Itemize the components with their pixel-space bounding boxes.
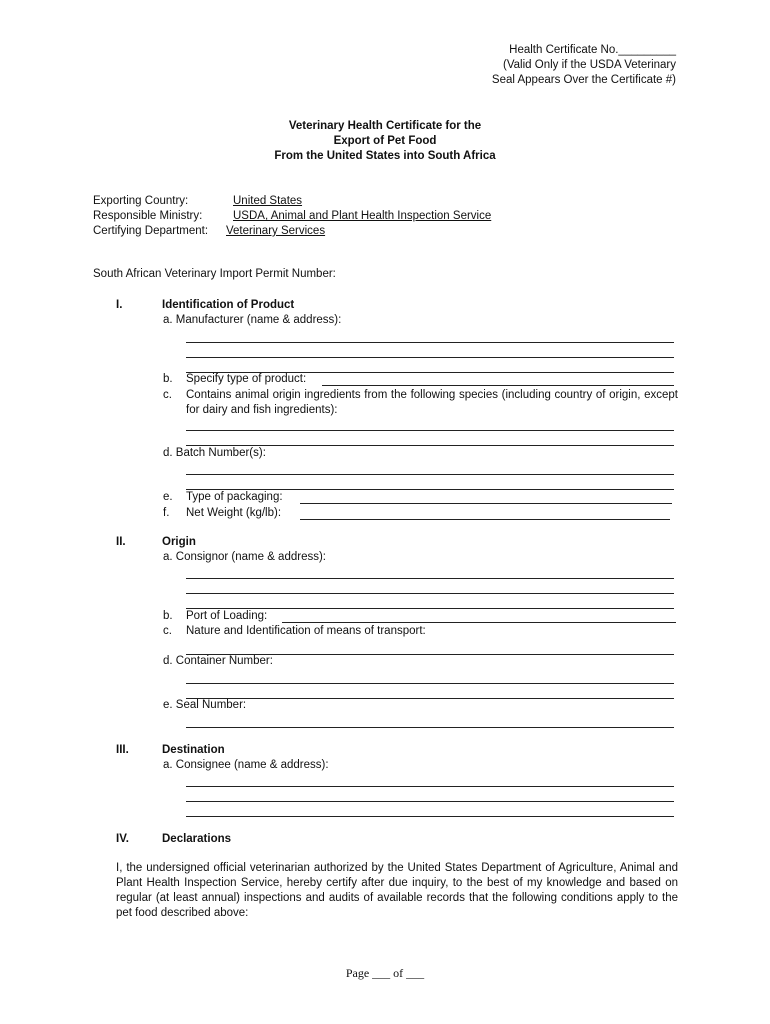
section-3-number: III. (116, 744, 129, 756)
animal-origin-text: Contains animal origin ingredients from the following species (including country of origin, except for dairy and fish ingredients): (186, 389, 678, 416)
net-weight-field[interactable] (300, 519, 670, 520)
consignor-line-3[interactable] (186, 608, 674, 609)
product-type-marker: b. (163, 373, 173, 385)
consignor-line-1[interactable] (186, 578, 674, 579)
page-number-footer: Page ___ of ___ (345, 966, 425, 980)
responsible-ministry-value: USDA, Animal and Plant Health Inspection Service (233, 210, 492, 222)
declaration-paragraph: I, the undersigned official veterinarian authorized by the United States Department of Agriculture, Animal and Plant Health Inspection Service, hereby certify after due inquiry, to the best of my knowledge and based on regular (at least annual) inspections and audits of available records that the following conditions apply to the pet food described above: (116, 862, 678, 919)
consignee-line-1[interactable] (186, 786, 674, 787)
port-of-loading-field[interactable] (282, 622, 676, 623)
animal-origin-line-1[interactable] (186, 430, 674, 431)
document-title-line2: Export of Pet Food (333, 135, 437, 147)
certifying-department-value: Veterinary Services (226, 225, 326, 237)
section-2-number: II. (116, 536, 126, 548)
container-number-line-1[interactable] (186, 683, 674, 684)
import-permit-label: South African Veterinary Import Permit Number: (93, 268, 336, 280)
batch-number-line-2[interactable] (186, 489, 674, 490)
manufacturer-line-1[interactable] (186, 342, 674, 343)
certifying-department-label: Certifying Department: (93, 225, 209, 237)
transport-marker: c. (163, 625, 172, 637)
port-of-loading-marker: b. (163, 610, 173, 622)
validity-note-line2: Seal Appears Over the Certificate #) (491, 74, 676, 86)
consignee-line-2[interactable] (186, 801, 674, 802)
seal-number-label: e. Seal Number: (163, 699, 247, 711)
net-weight-marker: f. (163, 507, 170, 519)
container-number-line-2[interactable] (186, 698, 674, 699)
seal-number-line[interactable] (186, 727, 674, 728)
net-weight-label: Net Weight (kg/lb): (186, 507, 282, 519)
section-3-title: Destination (162, 744, 225, 756)
manufacturer-line-2[interactable] (186, 357, 674, 358)
animal-origin-marker: c. (163, 389, 172, 401)
product-type-label: Specify type of product: (186, 373, 307, 385)
transport-label: Nature and Identification of means of transport: (186, 625, 426, 637)
manufacturer-label: a. Manufacturer (name & address): (163, 314, 342, 326)
animal-origin-line-2[interactable] (186, 445, 674, 446)
health-certificate-number: Health Certificate No._________ (509, 44, 676, 56)
document-title-line3: From the United States into South Africa (274, 150, 496, 162)
product-type-field[interactable] (322, 385, 674, 386)
port-of-loading-label: Port of Loading: (186, 610, 268, 622)
packaging-type-label: Type of packaging: (186, 491, 283, 503)
batch-number-label: d. Batch Number(s): (163, 447, 266, 459)
exporting-country-value: United States (233, 195, 303, 207)
batch-number-line-1[interactable] (186, 474, 674, 475)
validity-note-line1: (Valid Only if the USDA Veterinary (503, 59, 676, 71)
section-2-title: Origin (162, 536, 196, 548)
responsible-ministry-label: Responsible Ministry: (93, 210, 203, 222)
section-4-title: Declarations (162, 833, 232, 845)
section-1-number: I. (116, 299, 123, 311)
container-number-label: d. Container Number: (163, 655, 273, 667)
exporting-country-label: Exporting Country: (93, 195, 189, 207)
consignor-line-2[interactable] (186, 593, 674, 594)
section-4-number: IV. (116, 833, 130, 845)
packaging-type-field[interactable] (300, 503, 672, 504)
section-1-title: Identification of Product (162, 299, 295, 311)
packaging-type-marker: e. (163, 491, 173, 503)
consignee-label: a. Consignee (name & address): (163, 759, 329, 771)
document-title-line1: Veterinary Health Certificate for the (288, 120, 482, 132)
consignee-line-3[interactable] (186, 816, 674, 817)
consignor-label: a. Consignor (name & address): (163, 551, 326, 563)
